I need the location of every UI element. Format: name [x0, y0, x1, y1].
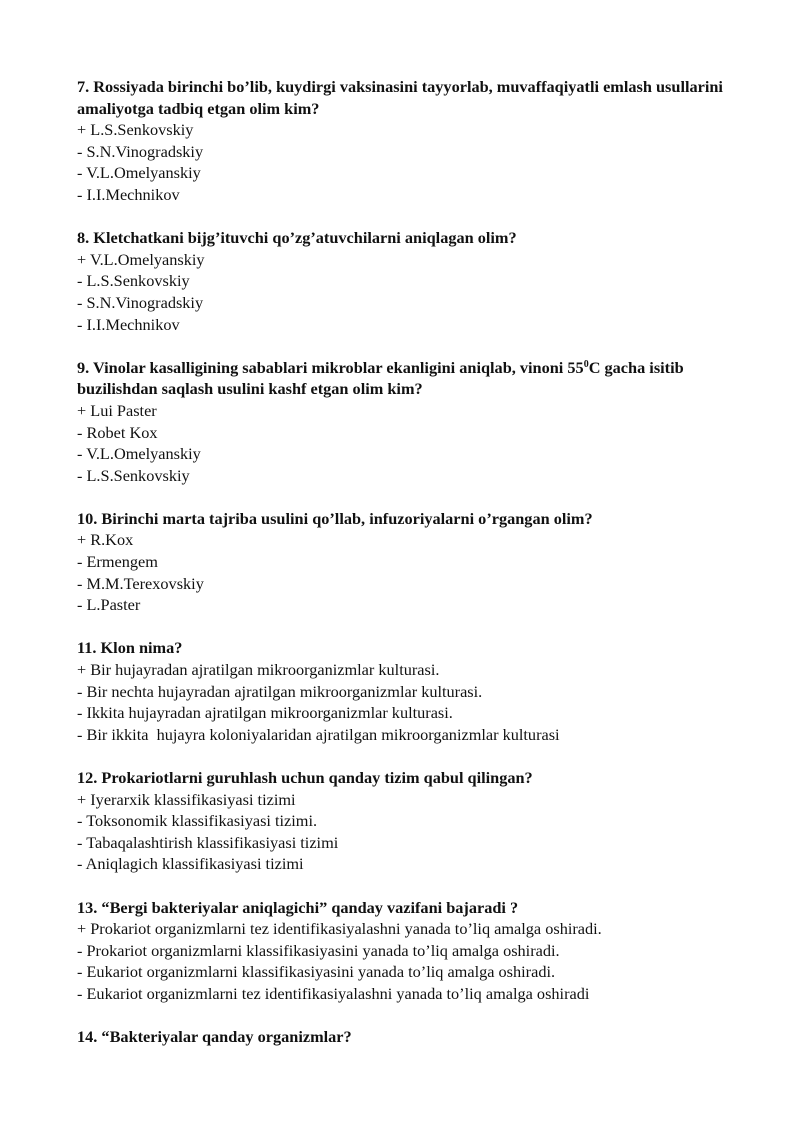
question-14 [77, 1026, 757, 1048]
question-text: 8. Kletchatkani bijg’ituvchi qo’zg’atuvchilarni aniqlagan olim? [77, 228, 517, 248]
answer-option: - Aniqlagich klassifikasiyasi tizimi [77, 854, 304, 874]
answer-option: - Tabaqalashtirish klassifikasiyasi tizimi [77, 832, 339, 852]
answer-option: + Iyerarxik klassifikasiyasi tizimi [77, 789, 296, 809]
answer-option: - V.L.Omelyanskiy [77, 163, 201, 183]
answer-option: - Eukariot organizmlarni tez identifikasiyalashni yanada to’liq amalga oshiradi [77, 983, 590, 1003]
answer-option: - Bir ikkita hujayra koloniyalaridan ajratilgan mikroorganizmlar kulturasi [77, 724, 560, 744]
question-10 [77, 508, 757, 616]
answer-option: - L.Paster [77, 595, 141, 615]
answer-option: - Toksonomik klassifikasiyasi tizimi. [77, 811, 318, 831]
answer-option: - Bir nechta hujayradan ajratilgan mikroorganizmlar kulturasi. [77, 681, 483, 701]
question-text: 13. “Bergi bakteriyalar aniqlagichi” qanday vazifani bajaradi ? [77, 897, 519, 917]
question-text [77, 357, 757, 400]
answer-option: - Ikkita hujayradan ajratilgan mikroorganizmlar kulturasi. [77, 703, 453, 723]
answer-option: - I.I.Mechnikov [77, 184, 180, 204]
question-text: 10. Birinchi marta tajriba usulini qo’llab, infuzoriyalarni o’rgangan olim? [77, 508, 593, 528]
answer-option: - Ermengem [77, 552, 158, 572]
question-text-part: 9. Vinolar kasalligining sabablari mikroblar ekanligini aniqlab, vinoni 55 [77, 357, 584, 377]
answer-option: + Bir hujayradan ajratilgan mikroorganizmlar kulturasi. [77, 660, 440, 680]
answer-option: - Prokariot organizmlarni klassifikasiyasini yanada to’liq amalga oshiradi. [77, 940, 560, 960]
answer-option: - V.L.Omelyanskiy [77, 444, 201, 464]
answer-option: - Robet Kox [77, 422, 158, 442]
document-page [77, 76, 757, 1069]
answer-option: + R.Kox [77, 530, 134, 550]
answer-option: - Eukariot organizmlarni klassifikasiyasini yanada to’liq amalga oshiradi. [77, 962, 556, 982]
question-9 [77, 357, 757, 487]
answer-option: + Prokariot organizmlarni tez identifikasiyalashni yanada to’liq amalga oshiradi. [77, 919, 602, 939]
answer-option: - L.S.Senkovskiy [77, 271, 190, 291]
question-text: 11. Klon nima? [77, 638, 183, 658]
answer-option: + L.S.Senkovskiy [77, 120, 194, 140]
question-text: 12. Prokariotlarni guruhlash uchun qanday tizim qabul qilingan? [77, 768, 533, 787]
answer-option: - L.S.Senkovskiy [77, 465, 190, 485]
answer-option: - I.I.Mechnikov [77, 314, 180, 334]
question-11 [77, 637, 757, 745]
degree-superscript: 0 [583, 358, 589, 370]
answer-option: - S.N.Vinogradskiy [77, 141, 204, 161]
answer-option: - S.N.Vinogradskiy [77, 292, 204, 312]
question-8 [77, 227, 757, 335]
answer-option: + V.L.Omelyanskiy [77, 249, 205, 269]
question-7 [77, 76, 757, 206]
answer-option: + Lui Paster [77, 400, 157, 420]
question-text: 14. “Bakteriyalar qanday organizmlar? [77, 1027, 352, 1047]
question-text-part: C gacha isitib buzilishdan saqlash usulini kashf etgan olim kim? [77, 357, 684, 399]
question-13 [77, 897, 757, 1005]
question-12 [77, 767, 757, 875]
answer-option: - M.M.Terexovskiy [77, 573, 204, 593]
question-text: 7. Rossiyada birinchi bo’lib, kuydirgi vaksinasini tayyorlab, muvaffaqiyatli emlash usullarini amaliyotga tadbiq etgan olim kim? [77, 77, 723, 118]
